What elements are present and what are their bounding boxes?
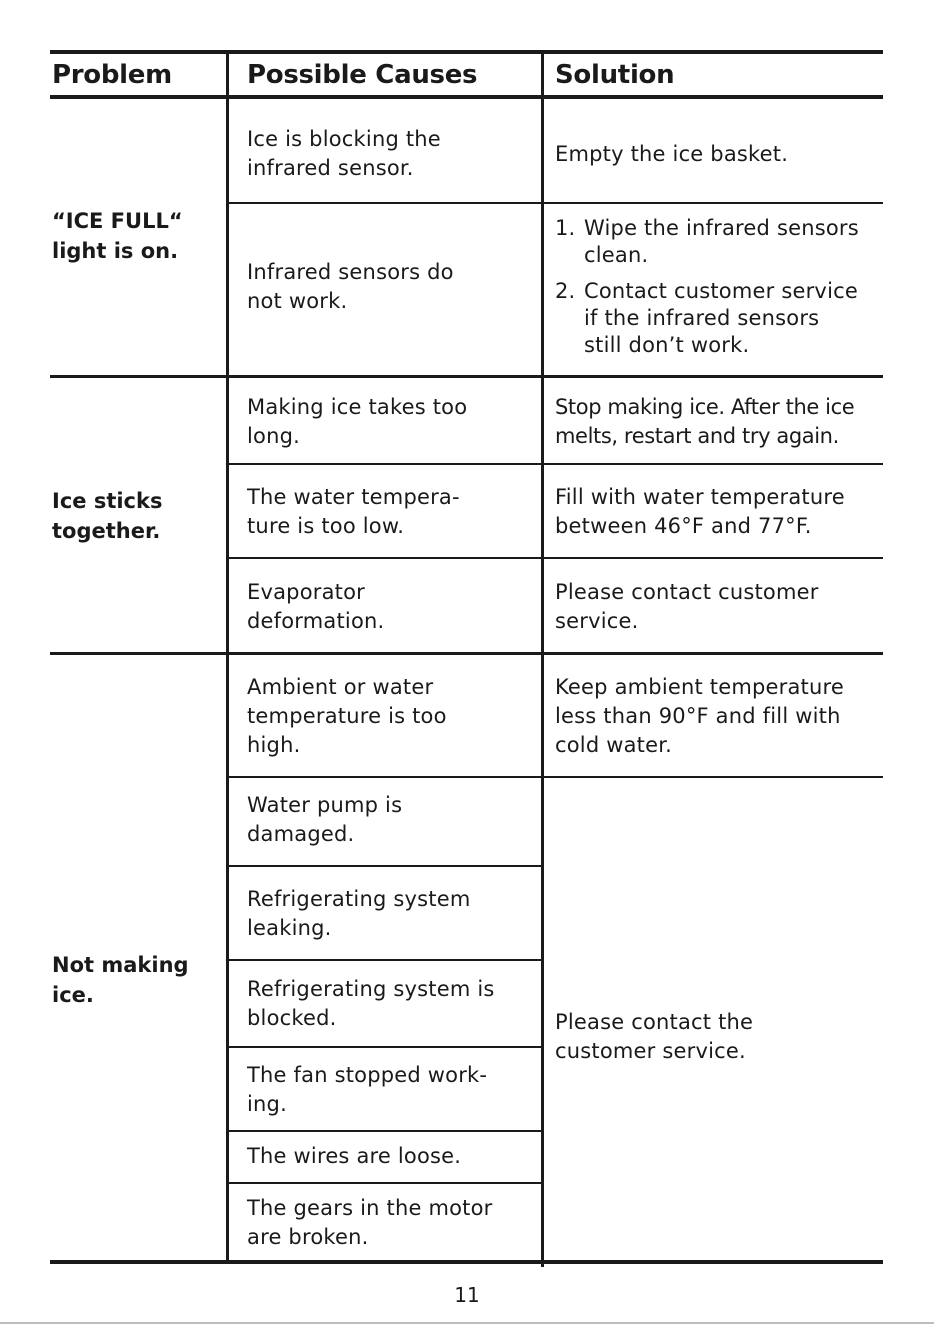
problem-label: Not making ice. xyxy=(52,953,189,1007)
group-divider xyxy=(50,375,883,378)
row-divider xyxy=(227,557,883,559)
solution-cell: Empty the ice basket. xyxy=(555,142,789,166)
column-divider xyxy=(541,50,544,1267)
row-divider xyxy=(227,776,883,778)
group-divider xyxy=(50,652,883,655)
cause-cell: The wires are loose. xyxy=(247,1144,462,1168)
solution-step: 1. Wipe the infrared sensors clean. xyxy=(555,216,859,267)
row-divider xyxy=(227,959,543,961)
table-bottom-rule xyxy=(50,1260,883,1264)
solution-cell: Stop making ice. After the ice melts, restart and try again. xyxy=(555,395,855,448)
cause-cell: Ambient or water temperature is too high. xyxy=(247,675,447,757)
header-possible-causes: Possible Causes xyxy=(247,60,478,90)
cause-cell: Refrigerating system leaking. xyxy=(247,887,471,940)
solution-steps xyxy=(555,215,859,368)
row-divider xyxy=(227,202,883,204)
header-bottom-rule xyxy=(50,95,883,99)
row-divider xyxy=(227,1130,543,1132)
cause-cell: Infrared sensors do not work. xyxy=(247,260,454,313)
cause-cell: Water pump is damaged. xyxy=(247,793,403,846)
cause-cell: Ice is blocking the infrared sensor. xyxy=(247,127,441,180)
page-number: 11 xyxy=(454,1283,480,1307)
row-divider xyxy=(227,1046,543,1048)
problem-label: “ICE FULL“ light is on. xyxy=(52,209,183,263)
solution-cell: Keep ambient temperature less than 90°F and fill with cold water. xyxy=(555,675,844,757)
header-solution: Solution xyxy=(555,60,675,90)
cause-cell: Evaporator deformation. xyxy=(247,580,385,633)
row-divider xyxy=(227,1182,543,1184)
cause-cell: Refrigerating system is blocked. xyxy=(247,977,495,1030)
row-divider xyxy=(227,865,543,867)
problem-label: Ice sticks together. xyxy=(52,489,163,543)
solution-cell: Please contact customer service. xyxy=(555,580,819,633)
solution-step: 2. Contact customer service if the infrared sensors still don’t work. xyxy=(555,279,858,357)
cause-cell: Making ice takes too long. xyxy=(247,395,468,448)
table-top-rule xyxy=(50,50,883,54)
cause-cell: The gears in the motor are broken. xyxy=(247,1196,493,1249)
solution-cell: Please contact the customer service. xyxy=(555,1010,754,1063)
row-divider xyxy=(227,463,883,465)
column-divider xyxy=(226,50,229,1263)
header-problem: Problem xyxy=(52,60,172,90)
solution-cell: Fill with water temperature between 46°F and 77°F. xyxy=(555,485,845,538)
cause-cell: The fan stopped work- ing. xyxy=(247,1063,488,1116)
cause-cell: The water tempera- ture is too low. xyxy=(247,485,460,538)
